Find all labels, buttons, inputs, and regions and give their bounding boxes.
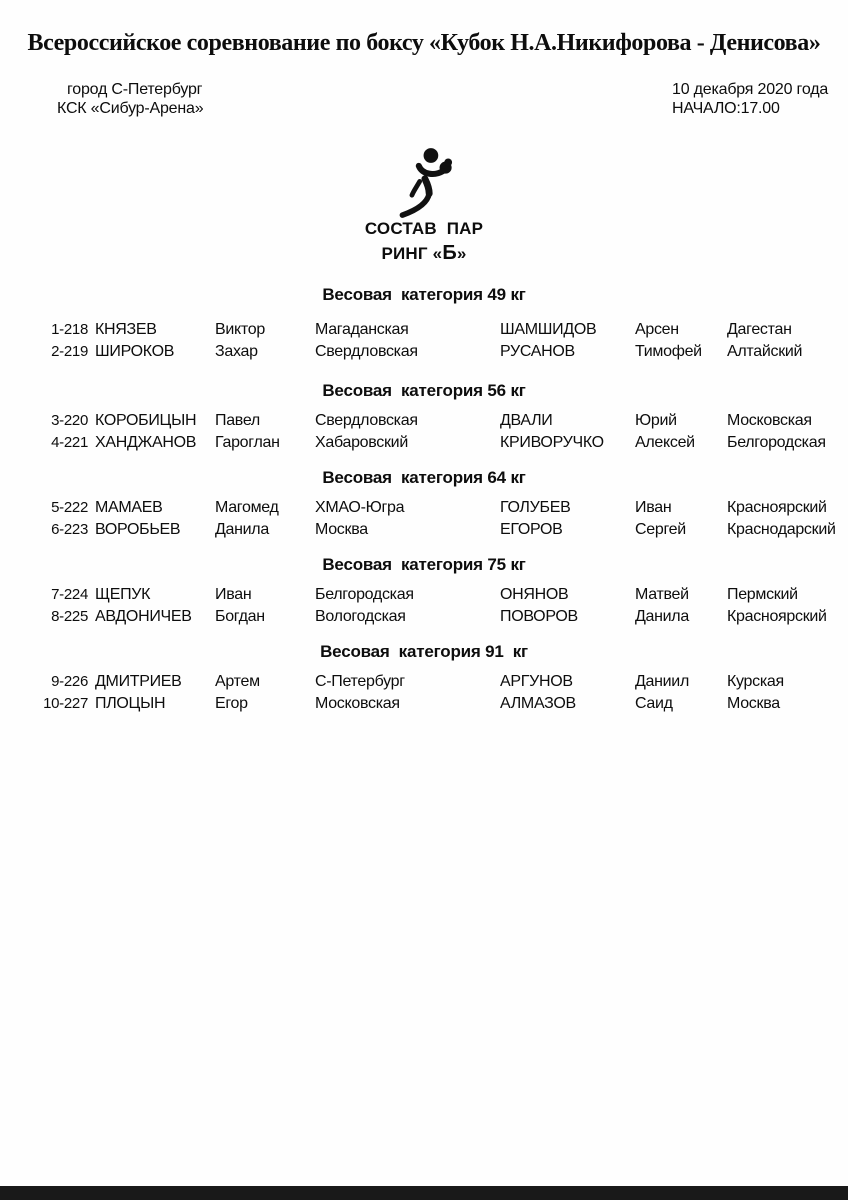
bout-number: 7-224 (51, 586, 88, 603)
blue-corner-lastname: ПОВОРОВ (500, 608, 578, 625)
schedule-block (672, 80, 828, 118)
red-corner-firstname: Богдан (215, 608, 265, 625)
red-corner-region: Магаданская (315, 321, 409, 338)
red-corner-region: Хабаровский (315, 434, 408, 451)
red-corner-firstname: Иван (215, 586, 252, 603)
red-corner-firstname: Данила (215, 521, 269, 538)
red-corner-firstname: Виктор (215, 321, 265, 338)
ring-heading (0, 242, 848, 265)
blue-corner-lastname: АРГУНОВ (500, 673, 573, 690)
bout-row (0, 410, 848, 432)
blue-corner-region: Московская (727, 412, 812, 429)
blue-corner-firstname: Матвей (635, 586, 689, 603)
weight-section-91kg (0, 641, 848, 715)
blue-corner-firstname: Даниил (635, 673, 689, 690)
ring-prefix: РИНГ « (381, 244, 443, 263)
boxer-pictogram-icon (0, 146, 848, 222)
blue-corner-lastname: РУСАНОВ (500, 343, 575, 360)
blue-corner-region: Красноярский (727, 499, 827, 516)
blue-corner-firstname: Сергей (635, 521, 686, 538)
start-time: НАЧАЛО:17.00 (672, 100, 780, 117)
blue-corner-lastname: ГОЛУБЕВ (500, 499, 571, 516)
red-corner-region: Белгородская (315, 586, 414, 603)
venue-block (57, 80, 203, 118)
red-corner-region: Москва (315, 521, 368, 538)
bout-number: 6-223 (51, 521, 88, 538)
red-corner-firstname: Гароглан (215, 434, 280, 451)
blue-corner-firstname: Юрий (635, 412, 677, 429)
blue-corner-lastname: ШАМШИДОВ (500, 321, 597, 338)
venue-arena: КСК «Сибур-Арена» (57, 100, 204, 117)
red-corner-firstname: Артем (215, 673, 260, 690)
scan-artifact-bar (0, 1186, 848, 1200)
blue-corner-region: Курская (727, 673, 784, 690)
blue-corner-lastname: ДВАЛИ (500, 412, 553, 429)
weight-category-header: Весовая категория 64 кг (322, 468, 526, 487)
red-corner-lastname: АВДОНИЧЕВ (95, 608, 192, 625)
red-corner-region: ХМАО-Югра (315, 499, 405, 516)
bout-row (0, 584, 848, 606)
venue-city: город С-Петербург (67, 81, 203, 98)
blue-corner-region: Белгородская (727, 434, 826, 451)
red-corner-lastname: ХАНДЖАНОВ (95, 434, 197, 451)
red-corner-firstname: Захар (215, 343, 258, 360)
blue-corner-region: Пермский (727, 586, 798, 603)
blue-corner-firstname: Тимофей (635, 343, 702, 360)
weight-section-64kg (0, 467, 848, 541)
weight-section-49kg (0, 284, 848, 363)
red-corner-lastname: ДМИТРИЕВ (95, 673, 182, 690)
red-corner-lastname: ШИРОКОВ (95, 343, 175, 360)
weight-category-header: Весовая категория 49 кг (322, 285, 526, 304)
blue-corner-lastname: ЕГОРОВ (500, 521, 563, 538)
red-corner-firstname: Егор (215, 695, 248, 712)
red-corner-region: С-Петербург (315, 673, 405, 690)
bout-number: 8-225 (51, 608, 88, 625)
red-corner-region: Свердловская (315, 412, 418, 429)
bout-row (0, 341, 848, 363)
weight-category-header: Весовая категория 91 кг (320, 642, 528, 661)
weight-category-header: Весовая категория 56 кг (322, 381, 526, 400)
blue-corner-region: Алтайский (727, 343, 803, 360)
blue-corner-region: Дагестан (727, 321, 792, 338)
red-corner-firstname: Павел (215, 412, 260, 429)
weight-section-75kg (0, 554, 848, 628)
blue-corner-firstname: Арсен (635, 321, 679, 338)
bout-row (0, 693, 848, 715)
red-corner-lastname: КОРОБИЦЫН (95, 412, 197, 429)
blue-corner-firstname: Данила (635, 608, 689, 625)
bout-number: 3-220 (51, 412, 88, 429)
blue-corner-lastname: ОНЯНОВ (500, 586, 569, 603)
red-corner-region: Свердловская (315, 343, 418, 360)
page-title: Всероссийское соревнование по боксу «Кубок Н.А.Никифорова - Денисова» (27, 30, 821, 56)
red-corner-firstname: Магомед (215, 499, 279, 516)
bout-row (0, 497, 848, 519)
red-corner-lastname: ПЛОЦЫН (95, 695, 166, 712)
red-corner-region: Московская (315, 695, 400, 712)
blue-corner-region: Красноярский (727, 608, 827, 625)
ring-letter: Б (442, 242, 457, 264)
bout-row (0, 432, 848, 454)
event-date: 10 декабря 2020 года (672, 81, 829, 98)
bout-number: 4-221 (51, 434, 88, 451)
pairs-heading: СОСТАВ ПАР (364, 219, 484, 238)
bout-row (0, 519, 848, 541)
blue-corner-firstname: Алексей (635, 434, 695, 451)
bout-sections (0, 284, 848, 728)
blue-corner-lastname: КРИВОРУЧКО (500, 434, 604, 451)
red-corner-region: Вологодская (315, 608, 406, 625)
bout-number: 9-226 (51, 673, 88, 690)
red-corner-lastname: КНЯЗЕВ (95, 321, 157, 338)
bout-number: 5-222 (51, 499, 88, 516)
weight-category-header: Весовая категория 75 кг (322, 555, 526, 574)
bout-number: 1-218 (51, 321, 88, 338)
bout-number: 2-219 (51, 343, 88, 360)
bout-number: 10-227 (43, 695, 88, 712)
ring-suffix: » (456, 244, 467, 263)
red-corner-lastname: МАМАЕВ (95, 499, 163, 516)
blue-corner-lastname: АЛМАЗОВ (500, 695, 576, 712)
blue-corner-region: Москва (727, 695, 780, 712)
weight-section-56kg (0, 380, 848, 454)
bout-row (0, 319, 848, 341)
red-corner-lastname: ВОРОБЬЕВ (95, 521, 181, 538)
blue-corner-firstname: Саид (635, 695, 673, 712)
blue-corner-firstname: Иван (635, 499, 672, 516)
blue-corner-region: Краснодарский (727, 521, 836, 538)
bout-row (0, 606, 848, 628)
red-corner-lastname: ЩЕПУК (95, 586, 151, 603)
bout-row (0, 671, 848, 693)
